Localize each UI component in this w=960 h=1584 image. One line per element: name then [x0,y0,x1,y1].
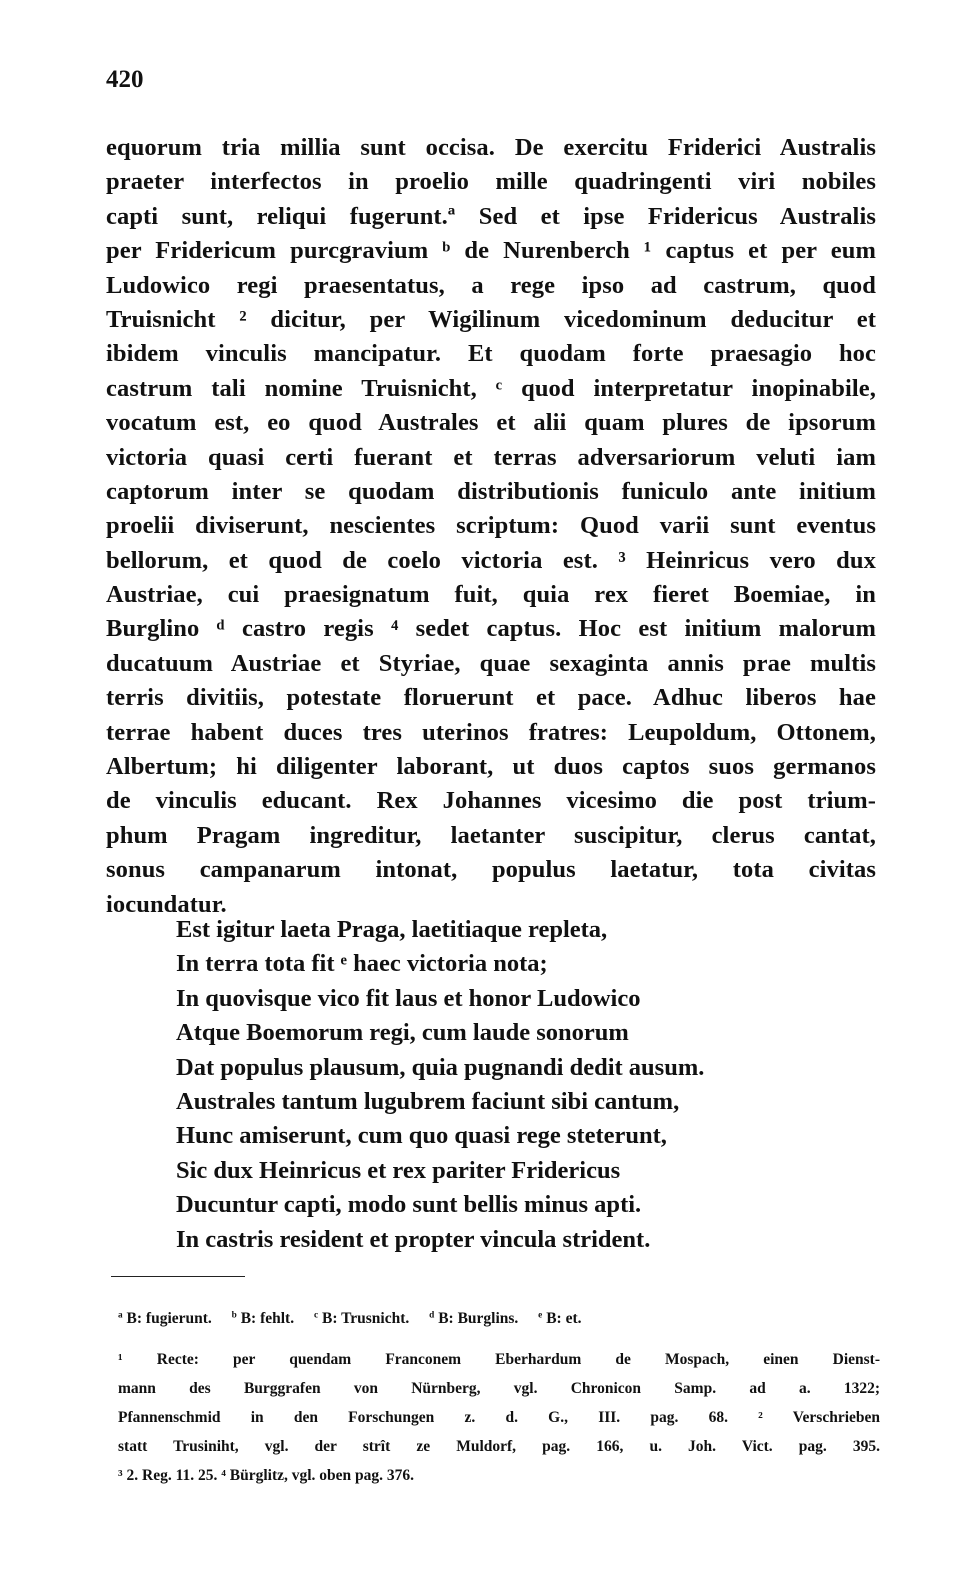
footnote-text: B: fehlt. [240,1310,295,1327]
verse-line: Est igitur laeta Praga, laetitiaque repleta, [176,916,608,943]
variant-footnote [314,1310,409,1327]
prose-line: Albertum; hi diligenter laborant, ut duos captos suos germanos [106,753,876,781]
footnote-line: mann des Burggrafen von Nürnberg, vgl. Chronicon Samp. ad a. 1322; [118,1380,880,1397]
prose-line: Burglino ᵈ castro regis ⁴ sedet captus. Hoc est initium malorum [106,615,876,643]
footnote-line: ³ 2. Reg. 11. 25. ⁴ Bürglitz, vgl. oben pag. 376. [118,1467,415,1484]
verse-line: Australes tantum lugubrem faciunt sibi cantum, [176,1087,680,1115]
prose-line: praeter interfectos in proelio mille quadringenti viri nobiles [106,168,876,196]
prose-line: terrae habent duces tres uterinos fratres: Leupoldum, Ottonem, [106,718,876,746]
variant-footnote [429,1310,518,1327]
footnote-mark: a [118,1310,123,1321]
prose-body [106,131,876,922]
prose-line: vocatum est, eo quod Australes et alii quam plures de ipsorum [106,409,876,437]
prose-line: terris divitiis, potestate floruerunt et pace. Adhuc liberos hae [106,684,876,712]
prose-line: proelii diviserunt, nescientes scriptum: Quod varii sunt eventus [106,512,876,540]
footnote-mark: d [429,1310,435,1321]
prose-line: Truisnicht ² dicitur, per Wigilinum vicedominum deducitur et [106,305,876,333]
prose-line: phum Pragam ingreditur, laetanter suscipitur, clerus cantat, [106,821,876,849]
variant-footnote [118,1310,212,1327]
variant-footnote [538,1310,581,1327]
footnote-divider [111,1276,245,1277]
footnote-text: B: Trusnicht. [321,1310,410,1327]
verse-line: Sic dux Heinricus et rex pariter Fridericus [176,1156,621,1184]
footnote-text: B: fugierunt. [126,1310,212,1327]
footnote-mark: c [313,1310,319,1321]
prose-line: ducatuum Austriae et Styriae, quae sexaginta annis prae multis [106,649,876,677]
footnote-line: ¹ Recte: per quendam Franconem Eberhardum de Mospach, einen Dienst- [118,1351,880,1368]
footnote-text: B: et. [546,1310,582,1327]
footnote-mark: e [538,1310,543,1321]
prose-line: victoria quasi certi fuerant et terras adversariorum veluti iam [106,443,876,471]
verse-line: In terra tota fit ᵉ haec victoria nota; [176,950,548,978]
variant-footnotes [118,1306,880,1331]
footnote-text: B: Burglins. [438,1310,519,1327]
footnote-line: Pfannenschmid in den Forschungen z. d. G., III. pag. 68. ² Verschrieben [118,1409,880,1426]
prose-line: bellorum, et quod de coelo victoria est. ³ Heinricus vero dux [106,546,876,574]
verse-line: In quovisque vico fit laus et honor Ludowico [176,984,641,1012]
verse-line: Ducuntur capti, modo sunt bellis minus apti. [176,1191,642,1219]
verse-block [176,913,876,1257]
footnote-line: statt Trusiniht, vgl. der strît ze Muldorf, pag. 166, u. Joh. Vict. pag. 395. [118,1438,880,1455]
prose-line: captorum inter se quodam distributionis funiculo ante initium [106,477,876,505]
verse-line: Hunc amiserunt, cum quo quasi rege steterunt, [176,1122,667,1150]
prose-line: de vinculis educant. Rex Johannes vicesimo die post trium- [106,787,876,815]
prose-line: per Fridericum purcgravium ᵇ de Nurenberch ¹ captus et per eum [106,237,876,265]
prose-line: iocundatur. [106,890,227,918]
page-number: 420 [106,66,144,93]
verse-line: Atque Boemorum regi, cum laude sonorum [176,1019,629,1047]
prose-line: ibidem vinculis mancipatur. Et quodam forte praesagio hoc [106,340,876,368]
numbered-footnotes [118,1345,880,1490]
prose-line: Ludowico regi praesentatus, a rege ipso ad castrum, quod [106,271,876,299]
verse-line: Dat populus plausum, quia pugnandi dedit ausum. [176,1053,705,1081]
prose-line: sonus campanarum intonat, populus laetatur, tota civitas [106,856,876,884]
prose-line: Austriae, cui praesignatum fuit, quia rex fieret Boemiae, in [106,581,876,609]
prose-line: equorum tria millia sunt occisa. De exercitu Friderici Australis [106,134,876,161]
footnote-mark: b [231,1310,237,1321]
prose-line: castrum tali nomine Truisnicht, ᶜ quod interpretatur inopinabile, [106,374,876,402]
verse-line: In castris resident et propter vincula strident. [176,1225,651,1253]
prose-line: capti sunt, reliqui fugerunt.ª Sed et ipse Fridericus Australis [106,202,876,230]
variant-footnote [232,1310,294,1327]
